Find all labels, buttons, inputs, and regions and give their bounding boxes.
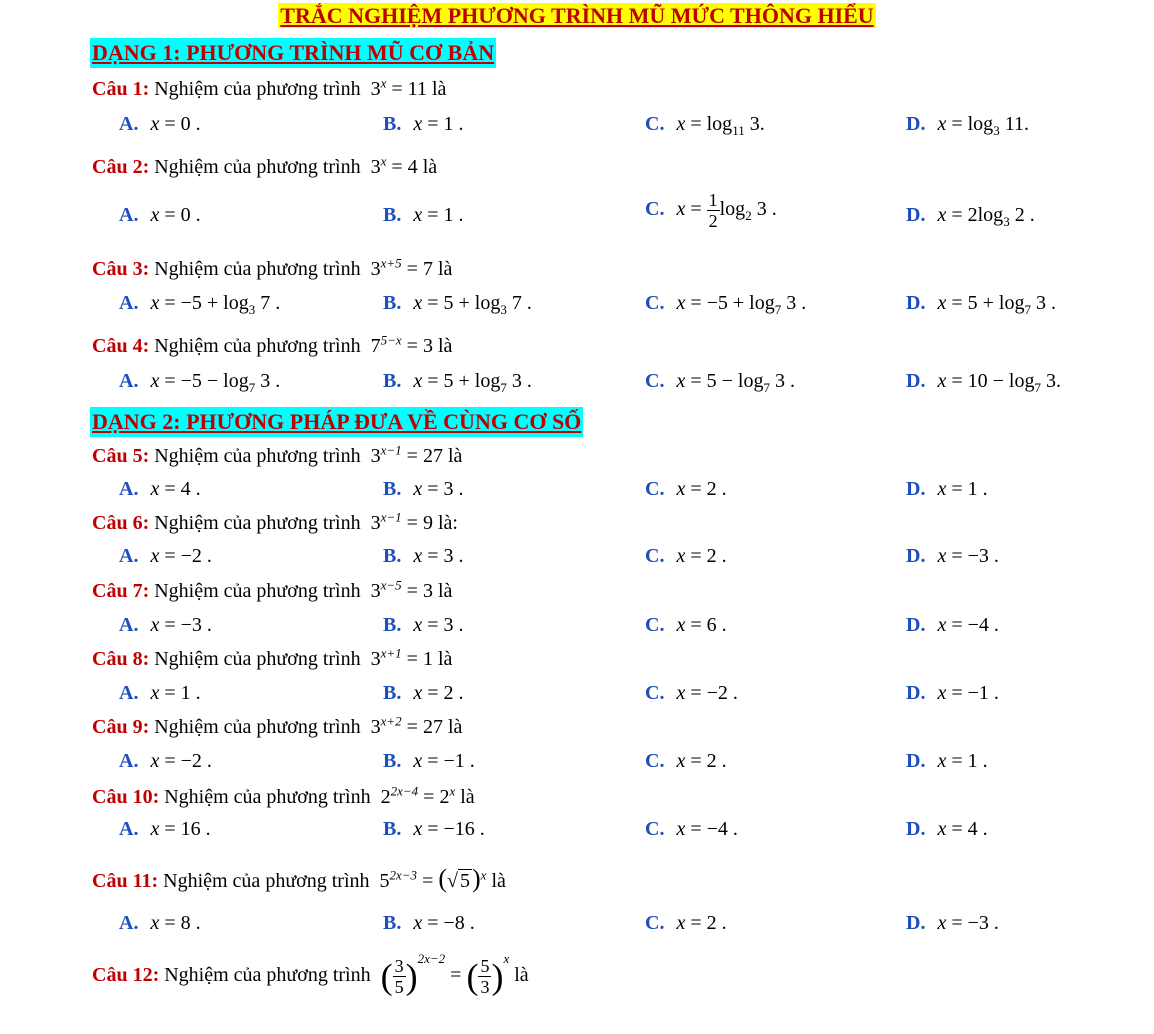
section-heading-2: DẠNG 2: PHƯƠNG PHÁP ĐƯA VỀ CÙNG CƠ SỐ (90, 407, 583, 437)
question-8: Câu 8: Nghiệm của phương trình $3^{x+1} = 1$ là (92, 645, 453, 670)
q6-option-a[interactable]: A. x = −2 . (119, 545, 212, 567)
q4-option-b[interactable]: B. $x = 5 + \log_7 3$ . (383, 370, 532, 395)
q10-option-a[interactable]: A. x = 16 . (119, 818, 211, 840)
q1-option-d[interactable]: D. $x = \log_3 11$. (906, 113, 1029, 138)
q3-option-b[interactable]: B. $x = 5 + \log_3 7$ . (383, 292, 532, 317)
section-heading-1: DẠNG 1: PHƯƠNG TRÌNH MŨ CƠ BẢN (90, 38, 496, 68)
q3-option-a[interactable]: A. $x = -5 + \log_3 7$ . (119, 292, 281, 317)
question-4: Câu 4: Nghiệm của phương trình $7^{5-x} = 3$ là (92, 332, 453, 357)
q5-option-a[interactable]: A. x = 4 . (119, 478, 201, 500)
q7-option-d[interactable]: D. x = −4 . (906, 614, 999, 636)
q11-option-a[interactable]: A. x = 8 . (119, 912, 201, 934)
question-9: Câu 9: Nghiệm của phương trình $3^{x+2} = 27$ là (92, 713, 463, 738)
question-5: Câu 5: Nghiệm của phương trình $3^{x-1} = 27$ là (92, 442, 463, 467)
q7-option-b[interactable]: B. x = 3 . (383, 614, 464, 636)
q2-option-b[interactable]: B. x = 1 . (383, 204, 464, 226)
q6-option-d[interactable]: D. x = −3 . (906, 545, 999, 567)
q8-option-a[interactable]: A. x = 1 . (119, 682, 201, 704)
q3-option-d[interactable]: D. $x = 5 + \log_7 3$ . (906, 292, 1056, 317)
q3-option-c[interactable]: C. $x = -5 + \log_7 3$ . (645, 292, 807, 317)
question-3: Câu 3: Nghiệm của phương trình $3^{x+5} = 7$ là (92, 255, 453, 280)
q5-option-d[interactable]: D. x = 1 . (906, 478, 988, 500)
question-2: Câu 2: Nghiệm của phương trình $3^x = 4$ là (92, 153, 438, 178)
question-7: Câu 7: Nghiệm của phương trình $3^{x-5} = 3$ là (92, 577, 453, 602)
q6-option-c[interactable]: C. x = 2 . (645, 545, 727, 567)
q4-option-c[interactable]: C. $x = 5 - \log_7 3$ . (645, 370, 795, 395)
q4-option-d[interactable]: D. $x = 10 - \log_7 3$. (906, 370, 1061, 395)
q1-option-b[interactable]: B. x = 1 . (383, 113, 464, 135)
q9-option-c[interactable]: C. x = 2 . (645, 750, 727, 772)
q2-option-d[interactable]: D. $x = 2\log_3$ 2 . (906, 204, 1035, 229)
q8-option-b[interactable]: B. x = 2 . (383, 682, 464, 704)
question-6: Câu 6: Nghiệm của phương trình $3^{x-1} = 9$ là: (92, 509, 458, 534)
q11-option-c[interactable]: C. x = 2 . (645, 912, 727, 934)
q8-option-c[interactable]: C. x = −2 . (645, 682, 738, 704)
document-title: TRẮC NGHIỆM PHƯƠNG TRÌNH MŨ MỨC THÔNG HIỂU (280, 3, 874, 28)
q1-option-c[interactable]: C. $x = \log_{11} 3$. (645, 113, 765, 138)
q5-option-b[interactable]: B. x = 3 . (383, 478, 464, 500)
q2-option-a[interactable]: A. x = 0 . (119, 204, 201, 226)
q7-option-c[interactable]: C. x = 6 . (645, 614, 727, 636)
q11-option-b[interactable]: B. x = −8 . (383, 912, 475, 934)
question-12: Câu 12: Nghiệm của phương trình ( $\frac{3}{5}$ )$^{2x-2}$ = ( $\frac{5}{3}$ )$^x$ là (92, 951, 529, 997)
q9-option-d[interactable]: D. x = 1 . (906, 750, 988, 772)
q11-option-d[interactable]: D. x = −3 . (906, 912, 999, 934)
q10-option-b[interactable]: B. x = −16 . (383, 818, 485, 840)
q1-option-a[interactable]: A. x = 0 . (119, 113, 201, 135)
q10-option-d[interactable]: D. x = 4 . (906, 818, 988, 840)
q6-option-b[interactable]: B. x = 3 . (383, 545, 464, 567)
q9-option-b[interactable]: B. x = −1 . (383, 750, 475, 772)
q8-option-d[interactable]: D. x = −1 . (906, 682, 999, 704)
question-1: Câu 1: Nghiệm của phương trình $3^x = 11$ là (92, 75, 447, 100)
q2-option-c[interactable]: C. x = $\frac{1}{2}$ $\log_2 3$ . (645, 190, 777, 231)
q4-option-a[interactable]: A. $x = -5 - \log_7 3$ . (119, 370, 281, 395)
q7-option-a[interactable]: A. x = −3 . (119, 614, 212, 636)
q5-option-c[interactable]: C. x = 2 . (645, 478, 727, 500)
q9-option-a[interactable]: A. x = −2 . (119, 750, 212, 772)
question-11: Câu 11: Nghiệm của phương trình $5^{2x-3}$ = (√ 5)$^x$ là (92, 864, 506, 893)
q10-option-c[interactable]: C. x = −4 . (645, 818, 738, 840)
question-10: Câu 10: Nghiệm của phương trình $2^{2x-4} = 2^x$ là (92, 783, 475, 808)
